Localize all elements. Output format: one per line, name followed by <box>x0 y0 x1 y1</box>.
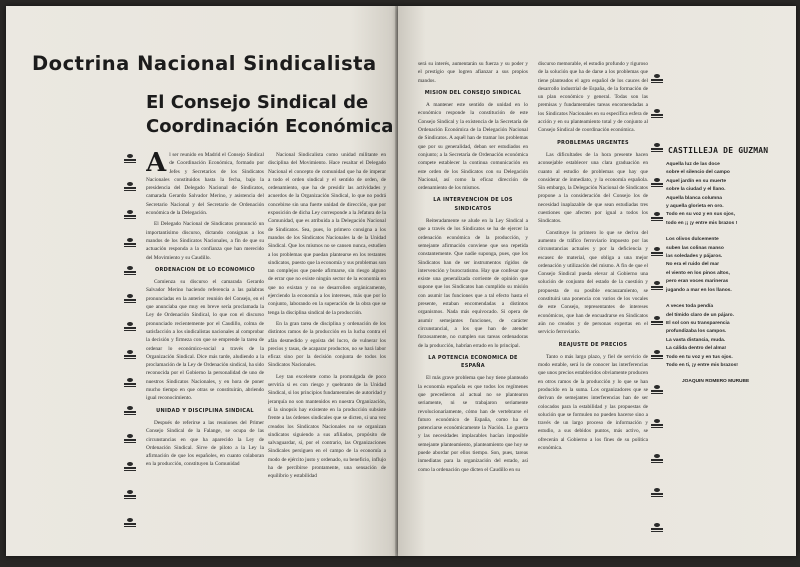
poem-line: Todo en ti, ¡y entre mis brazos! <box>666 362 738 368</box>
paragraph: será su interés, aumentarán su fuerza y su poder y el prestigio que logren afianzar a sus propios mandos. <box>418 61 528 84</box>
emblem-icon <box>124 518 136 528</box>
emblem-icon <box>124 182 136 192</box>
poem-line: profundizaba los campos. <box>666 329 727 335</box>
emblem-icon <box>124 490 136 500</box>
paragraph: Tanto o más largo plazo, y fiel de servicio de modo estable, será lo de conocer las interferencias que unos precios establecidos obviamente producen en otros ramos de la producción y lo que se han producido en la suma. Los organizadores que se derivan de semejantes interferencias han de ser colocados para la estabilidad y las propuestas de solución que se formulen no pueden hacerse sino a través de un largo proceso de información y estudio, a sus debidos puntos, más activo, se ofrecerán al Gobierno a los fines de su política económica. <box>538 353 648 452</box>
emblem-icon <box>124 238 136 248</box>
article-title-line1: El Consejo Sindical de <box>146 92 369 113</box>
emblem-icon <box>651 488 663 498</box>
emblem-icon <box>124 322 136 332</box>
poem-line: jugando a mar en los llanos. <box>666 287 732 293</box>
section-heading: ORDENACION DE LO ECONOMICO <box>154 266 256 273</box>
emblem-icon <box>124 462 136 472</box>
paragraph: A mantener este sentido de unidad en lo económico responde la constitución de este Consejo Sindical y la existencia de la Secretaría de Ordenación Económica de la Delegación Nacional de Sindicatos. A aquél han de tramar los problemas que por su generalidad, deban ser estudiados en conjunto; a la Secretaría de Ordenación económica compete establecer la continua comunicación en este orden de los Sindicatos con su Delegación Nacional, así como la eficaz dirección de ordenamiento de los mismos. <box>418 102 528 192</box>
poem-line: Aquel jardín en su muerte <box>666 178 727 184</box>
poem-line: suben las colinas manso <box>666 245 724 251</box>
emblem-icon <box>651 74 663 84</box>
poem-line: del tímido claro de un pájaro. <box>666 312 734 318</box>
section-heading: MISION DEL CONSEJO SINDICAL <box>424 89 522 96</box>
poem-line: No era el ruido del mar <box>666 262 719 268</box>
emblem-icon <box>651 454 663 464</box>
paragraph: En la gran tarea de disciplina y ordenación de los distintos ramos de la producción en la lucha contra el afán desmedido y egoísta del lucro, de vulnerar los precios y tasas, de acaparar productos, no se hará labor eficaz sino por la decisión conjunta de todos los Sindicatos Nacionales. <box>268 320 386 369</box>
paragraph: El más grave problema que hoy tiene planteado la economía española es que todos los regímenes que precedieron al actual no se plantearon seriamente, ni se trabajaron seriamente revolucionariamente, cómo han de vertebrarse el futuro económico de España, como ha de potenciarse económicamente la Nación. Lo guerra y las necesidades implacables hacían imposible semejante planteamiento, planteamiento que hoy se puede abordar por ellos tiempo. Son, pues, tareas inmediatas para la organización del estado, así como la ordenación que dicten el Caudillo en su <box>418 375 528 473</box>
right-page <box>398 6 796 556</box>
paragraph: Comienza su discurso el camarada Gerardo Salvador Merino haciendo referencia a las palabras pronunciadas en la anterior reunión del Consejo, en el que anunciaba que muy en breve sería proclamada la Ley de Ordenación Sindical, lo que con el discurso pronunciado recientemente por el Caudillo, colma de satisfacción a los sindicalistas nacionales al comprobar la decisión y firmeza con que se emprende la tarea de ordenar lo económico-social a través de la Organización Sindical. Dice más tarde, aludiendo a la proclamación de la Ley de Ordenación sindical, ha sido reconocida por el Gobierno la personalidad de uno de nuestros Sindicatos Nacionales, y en hora de poner mucho tiempo en que otras se constituirán, abriendo igual reconocimiento. <box>146 279 264 402</box>
poem-line: pero eran voces marineras <box>666 279 729 285</box>
left-column-2 <box>268 151 386 546</box>
emblem-icon <box>124 434 136 444</box>
poem-line: La cálida dentro del alma! <box>666 346 727 352</box>
poem-author: JOAQUIN ROMERO MURUBE <box>682 379 750 385</box>
emblem-icon <box>124 294 136 304</box>
paragraph: Después de referirse a las reuniones del Primer Consejo Sindical de la Falange, se ocupa de las circunstancias en que ha aparecido la Ley de Ordenación Sindical. Sirve de piloto a la Ley la afirmación de que los españoles, en cuanto colaboran en la producción, constituyen la Comunidad <box>146 419 264 468</box>
right-column-2 <box>538 60 648 548</box>
paragraph: Ley tan excelente como la promulgada de poco serviría si es con riesgo y quebranto de la Unidad Sindical, si los principios fundamentales de autoridad y jerarquía no son mantenidos en nuestra Organización, sí la sinopsis hay existente en la producción subsiste frente a las órdenes sindicales que se dicten, si una vez creados los Sindicatos Nacionales no se organizan sindicatos siguiendo a sus afiliados, propósito de salvaguardar, sí, por el contrario, las Organizaciones Sindicales persiguen en el campo de la economía a modo de ejército justo y ordenado, su beneficio, influjo ha de percibirse prontamente, una sensación de equilibrio y estabilidad <box>268 373 386 480</box>
poem-stanza-2 <box>666 236 774 295</box>
paragraph: Nacional Sindicalista como unidad militante en disciplina del Movimiento. Hace resaltar el Delegado Nacional el concepto de comunidad que ha de imperar a todo el orden sindical y el sentido de orden, de ordenamiento, que ha de presidir las actividades y acuerdos de la Organización Sindical, lo que no podrá concebirse sin una fuerte unidad de dirección, que por exposición de dicha Ley corresponde a la Jefatura de la Comunidad, que es atribuida a la Delegación Nacional de Sindicatos. Sea, pues, lo primero consigna a los mandos de los Sindicatos Nacionales la de la Unidad Sindical. Que los mismos no se cansen nunca, estudien a los problemas que puedan plantearse en los restantes sindicatos, puesto que la economía y sus problemas son tan complejos que puede afirmarse, sin riesgo alguno de errar que no existe ningún sector de la economía en que no existan y no se desarrollen orgánicamente, ejerciendo la economía a los intereses, más que por lo conjunto, laborando en la superación de la obra que se tenga la disciplina sindical de la producción. <box>268 152 386 316</box>
left-column-1 <box>146 151 264 546</box>
right-column-1 <box>418 60 528 548</box>
left-page <box>6 6 398 556</box>
section-heading: UNIDAD Y DISCIPLINA SINDICAL <box>156 407 254 414</box>
section-heading: LA INTERVENCION DE LOS SINDICATOS <box>433 197 513 212</box>
poem-line: Aquella blanca columna <box>666 195 722 201</box>
poem-line: el viento en los pinos altos, <box>666 270 730 276</box>
emblem-icon <box>124 350 136 360</box>
poem-line: Todo en tu voz y en tus ojos. <box>666 354 733 360</box>
emblem-icon <box>124 210 136 220</box>
emblem-icon <box>651 109 663 119</box>
dropcap-letter: A <box>146 151 167 178</box>
emblem-icon <box>124 406 136 416</box>
paragraph: discurso memorable, el estudio profundo y riguroso de la solución que ha de darse a los problemas que tiene planteados el agro español de los cauces del desarrollo industrial de España, de la formación de un plan económico y general. Todas son las premisas y fundamentales tareas encomendadas a los Sindicatos Nacionales en su específica esfera de acción y en su planteamiento total y de conjunto al Consejo Sindical de coordinación económica. <box>538 61 648 134</box>
doctrine-title: Doctrina Nacional Sindicalista <box>32 52 377 75</box>
emblem-icon <box>124 266 136 276</box>
paragraph: El Delegado Nacional de Sindicatos pronunció un importantísimo discurso, dictando consignas a los mandos de los Sindicatos Nacionales, a fin de que su actuación responda a la confianza que han merecido del Movimiento y su Caudillo. <box>146 221 264 261</box>
poem-line: Los olivos dulcemente <box>666 237 719 243</box>
section-heading: REAJUSTE DE PRECIOS <box>558 341 628 348</box>
poem-line: Aquella luz de las doce <box>666 162 720 167</box>
poem-line: El sol con su transparencia <box>666 320 730 326</box>
poem-title: CASTILLEJA DE GUZMAN <box>668 146 769 155</box>
section-heading: LA POTENCIA ECONOMICA DE ESPAÑA <box>428 354 518 370</box>
poem-line: sobre la ciudad y el llano. <box>666 187 726 193</box>
paragraph: Reiteradamente se alude en la Ley Sindical a que a través de los Sindicatos se ha de ejercer la ordenación económica de la producción, y semejante afirmación conviene que sea repetida constantemente. Que nadie suponga, pues, que los Sindicatos han de ser instrumentos rígidos de intervención y burocratismo. Hay que confesar que existe una generalizada corriente de opinión que supone que los Sindicatos han cumplido su misión con asumir las funciones que a tal efecto hasta el presente, estaban encomendadas a distintos organismos. Nada más equivocado. Si opera de asumir semejantes funciones, de carácter circunstancial, a los que han de atender forzosamente, no cumplen sus tareas ordenadoras de la producción, habrían errado en lo principal. <box>418 218 528 349</box>
poem-verses <box>666 161 774 387</box>
paragraph: Constituye lo primero lo que se deriva del aumento de tráfico ferroviario impuesto por las circunstancias actuales y por la deficiencia y escasez de material, que obliga a una mejor ordenación y utilización del mismo. A fin de que el Consejo Sindical pueda elevar al Gobierno una solución de conjunto del estado de la cuestión y propuesta de su posible encauzamiento, se constituirá una ponencia con varios de los vocales de este Consejo, representantes de intereses económicos, que han de encuadrarse en Sindicatos aún no creados y de personas expertas en el servicio ferroviario. <box>538 229 648 336</box>
poem-line: las soledades y pájaros. <box>666 254 723 260</box>
paragraph: Las dificultades de la hora presente hacen aconsejable establecer una clara graduación en cuanto al estudio de problemas que hay que considerar de inmediato, y la economía española. Sin embargo, la Delegación Nacional de Sindicatos propone a la consideración del Consejo los de necesidad inaplazable de que sean estudiadas tres cuestiones que afecten por igual a todos los Sindicatos. <box>538 151 648 225</box>
emblem-icon <box>651 523 663 533</box>
emblem-icon <box>124 378 136 388</box>
emblem-icon <box>124 154 136 164</box>
poem-stanza-1 <box>666 161 774 228</box>
poem-line: todo en ¡¡ ¡y entre mis brazos ! <box>666 220 738 226</box>
poem-line: La vasta distancia, muda. <box>666 337 726 343</box>
article-title-line2: Coordinación Económica <box>146 116 394 137</box>
poem-line: Todo en su voz y en sus ojos, <box>666 212 735 218</box>
poem-line: A veces toda pendía <box>666 304 714 310</box>
poem-box <box>656 146 774 446</box>
poem-stanza-3 <box>666 303 774 370</box>
section-heading: PROBLEMAS URGENTES <box>557 139 629 146</box>
paragraph: l ser reunido en Madrid el Consejo Sindical de Coordinación Económica, formado por Jefes y Secretarios de los Sindicatos Nacionales constituidos hasta la fecha, bajo la presidencia del Delegado Nacional de Sindicatos, camarada Gerardo Salvador Merino, y asistencia del Secretario Nacional y del Secretario de Ordenación económica de la Delegación. <box>146 152 264 217</box>
poem-line: sobre el silencio del campo <box>666 170 730 176</box>
poem-line: y aquella glorieta en oro. <box>666 204 724 210</box>
